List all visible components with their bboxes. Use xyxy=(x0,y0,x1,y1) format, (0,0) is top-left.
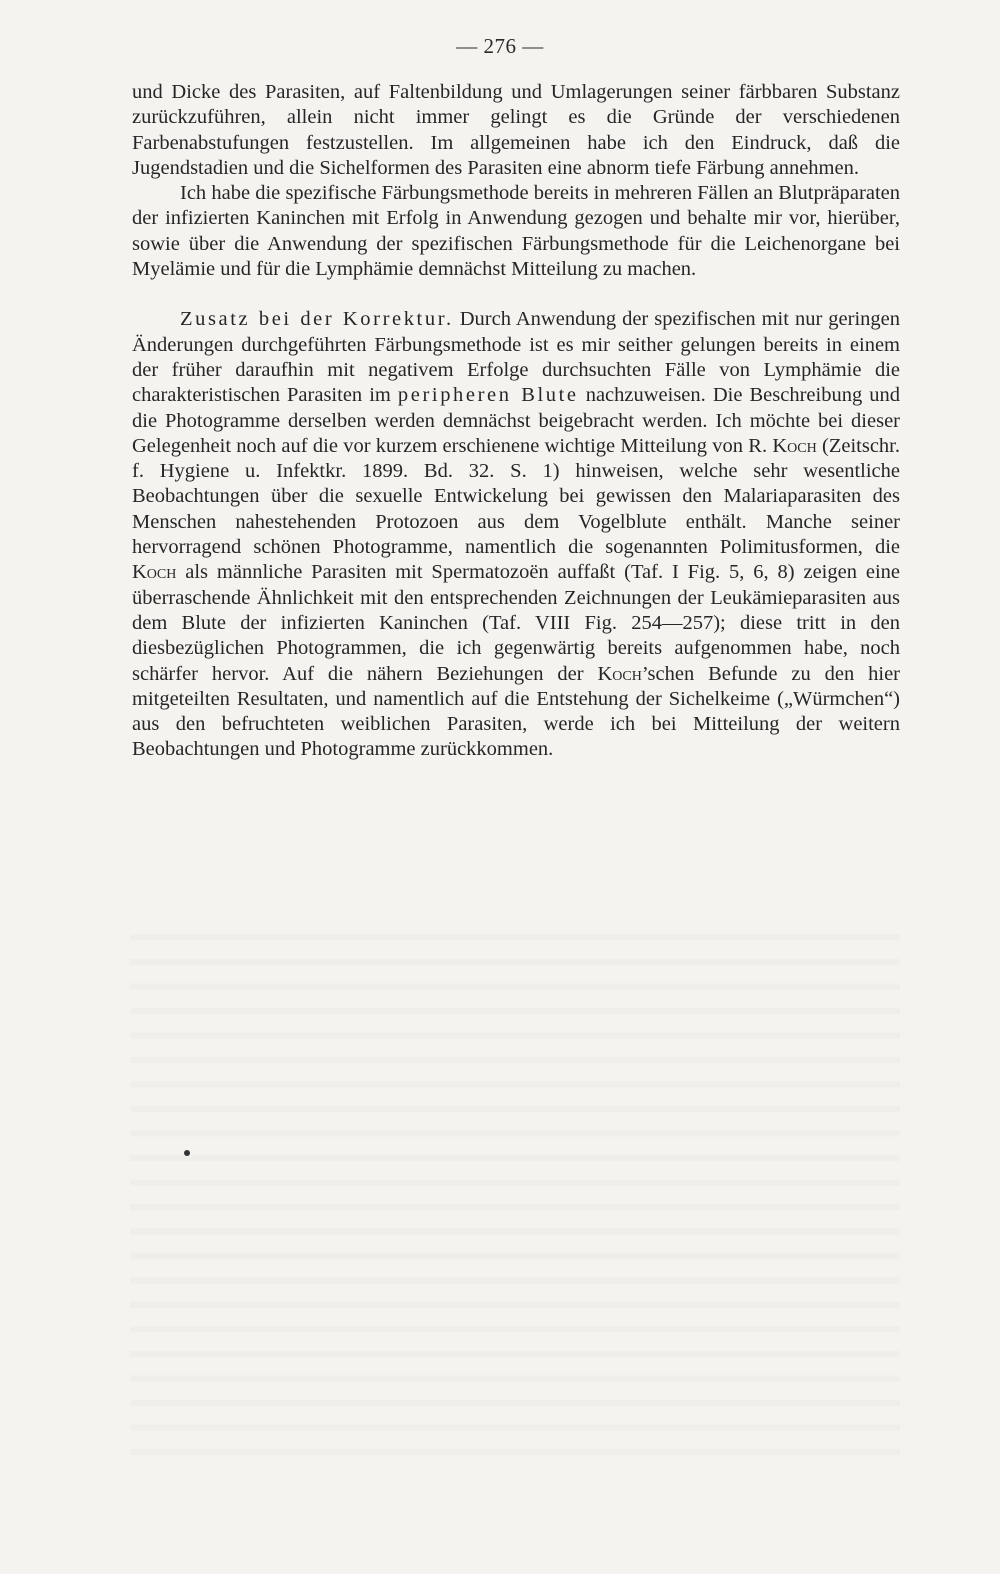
addendum-text-1: Durch Anwendung der spezifischen mit nur geringen Änderungen durchgeführten Färbungsmethode ist es mir seither gelungen bereits in einem der früher daraufhin mit negativem Erfolge durchsuchten Fälle von Lymphämie die charakteristischen Parasiten im xyxy=(132,308,901,407)
paragraph-2: Ich habe die spezifische Färbungsmethode bereits in mehreren Fällen an Blutpräparaten der infizierten Kaninchen mit Erfolg in Anwendung gezogen und behalte mir vor, hierüber, sowie über die Anwendung der spezifischen Färbungsmethode für die Leichenorgane bei Myelämie und für die Lymphämie demnächst Mitteilung zu machen. xyxy=(132,182,900,281)
emphasis-peripheren-blute: peripheren Blute xyxy=(397,384,579,407)
author-name-koch: Koch xyxy=(132,561,177,584)
addendum-text-5: ’schen Befunde zu den hier mitgeteilten Resultaten, und namentlich auf die Entstehung der Sichelkeime („Würmchen“) aus den befruchteten weiblichen Parasiten, werde ich bei Mitteilung der weitern Beobachtungen und Photogramme zurückkommen. xyxy=(132,662,900,761)
addendum-text-2: nachzuweisen. Die Beschreibung und die Photogramme derselben werden demnächst beigebracht werden. Ich möchte bei dieser Gelegenheit noch auf die vor kurzem erschienene wichtige Mitteilung von R. xyxy=(132,384,900,457)
paragraph-1: und Dicke des Parasiten, auf Faltenbildung und Umlagerungen seiner färbbaren Substanz zurückzuführen, allein nicht immer gelingt es die Gründe der verschiedenen Farbenabstufungen festzustellen. Im allgemeinen habe ich den Eindruck, daß die Jugendstadien und die Sichelformen des Parasiten eine abnorm tiefe Färbung annehmen. xyxy=(132,81,900,179)
page-number: — 276 — xyxy=(456,34,544,58)
author-name-koch: Koch xyxy=(772,434,817,457)
show-through-texture xyxy=(130,920,900,1460)
addendum-text-3: (Zeitschr. f. Hygiene u. Infektkr. 1899. Bd. 32. S. 1) hinweisen, welche sehr wesentliche Beobachtungen über die sexuelle Entwickelung bei gewissen den Malariaparasiten des Menschen nahestehenden Protozoen aus dem Vogelblute enthält. Manche seiner hervorragend schönen Photogramme, namentlich die sogenannten Polimitusformen, die xyxy=(132,434,901,559)
stray-dot-mark xyxy=(184,1150,190,1156)
body-text xyxy=(132,80,900,763)
addendum-text-4: als männliche Parasiten mit Spermatozoën auffaßt (Taf. I Fig. 5, 6, 8) zeigen eine überraschende Ähnlichkeit mit den entsprechenden Zeichnungen der Leukämieparasiten aus dem Blute der infizierten Kaninchen (Taf. VIII Fig. 254—257); diese tritt in den diesbezüglichen Photogrammen, die ich gegenwärtig bereits aufgenommen habe, noch schärfer hervor. Auf die nähern Beziehungen der xyxy=(132,561,901,685)
author-name-koch: Koch xyxy=(597,662,642,685)
paragraph-3 xyxy=(132,307,900,762)
addendum-heading: Zusatz bei der Korrektur. xyxy=(180,308,454,331)
paragraph-gap xyxy=(132,282,900,307)
